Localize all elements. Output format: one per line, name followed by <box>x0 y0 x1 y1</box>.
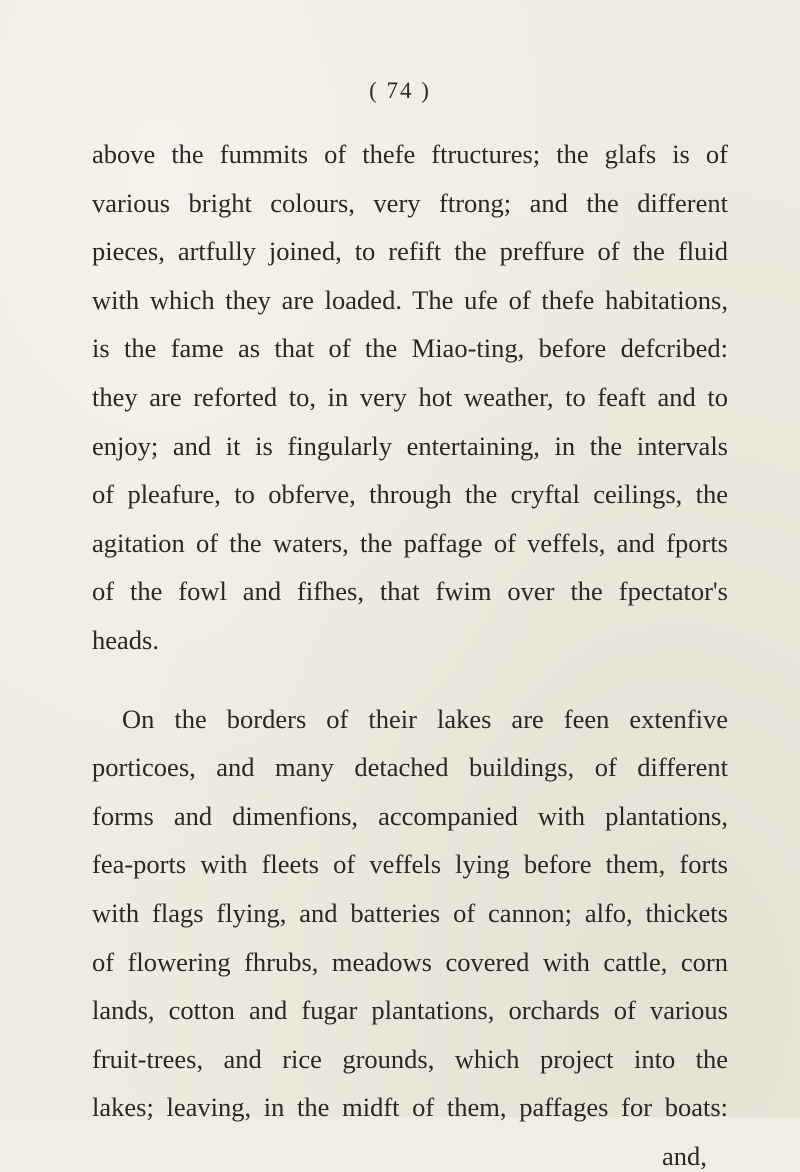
text-line: porticoes, and many detached buildings, of different <box>92 752 728 782</box>
catchword: and, <box>662 1141 707 1171</box>
text-line: fea-ports with fleets of veffels lying before them, forts <box>92 849 728 879</box>
text-line: enjoy; and it is fingularly entertaining, in the intervals <box>92 431 728 461</box>
text-line: of flowering fhrubs, meadows covered with cattle, corn <box>92 947 728 977</box>
text-line: with which they are loaded. The ufe of thefe habitations, <box>92 285 728 315</box>
text-line: forms and dimenfions, accompanied with plantations, <box>92 801 728 831</box>
text-line: above the fummits of thefe ftructures; the glafs is of <box>92 139 728 169</box>
text-line: fruit-trees, and rice grounds, which project into the <box>92 1044 728 1074</box>
text-line: they are reforted to, in very hot weather, to feaft and to <box>92 382 728 412</box>
text-line: of the fowl and fifhes, that fwim over the fpectator's <box>92 576 728 606</box>
text-line: of pleafure, to obferve, through the cryftal ceilings, the <box>92 479 728 509</box>
text-line: lands, cotton and fugar plantations, orchards of various <box>92 995 728 1025</box>
text-line: is the fame as that of the Miao-ting, before defcribed: <box>92 333 728 363</box>
text-line: various bright colours, very ftrong; and the different <box>92 188 728 218</box>
text-line: lakes; leaving, in the midft of them, paffages for boats: <box>92 1092 728 1122</box>
text-line: pieces, artfully joined, to refift the preffure of the fluid <box>92 236 728 266</box>
page-number: ( 74 ) <box>369 78 431 103</box>
text-line: agitation of the waters, the paffage of veffels, and fports <box>92 528 728 558</box>
text-line: heads. <box>92 625 159 655</box>
text-line: with flags flying, and batteries of cannon; alfo, thickets <box>92 898 728 928</box>
text-line: On the borders of their lakes are feen extenfive <box>122 704 728 734</box>
